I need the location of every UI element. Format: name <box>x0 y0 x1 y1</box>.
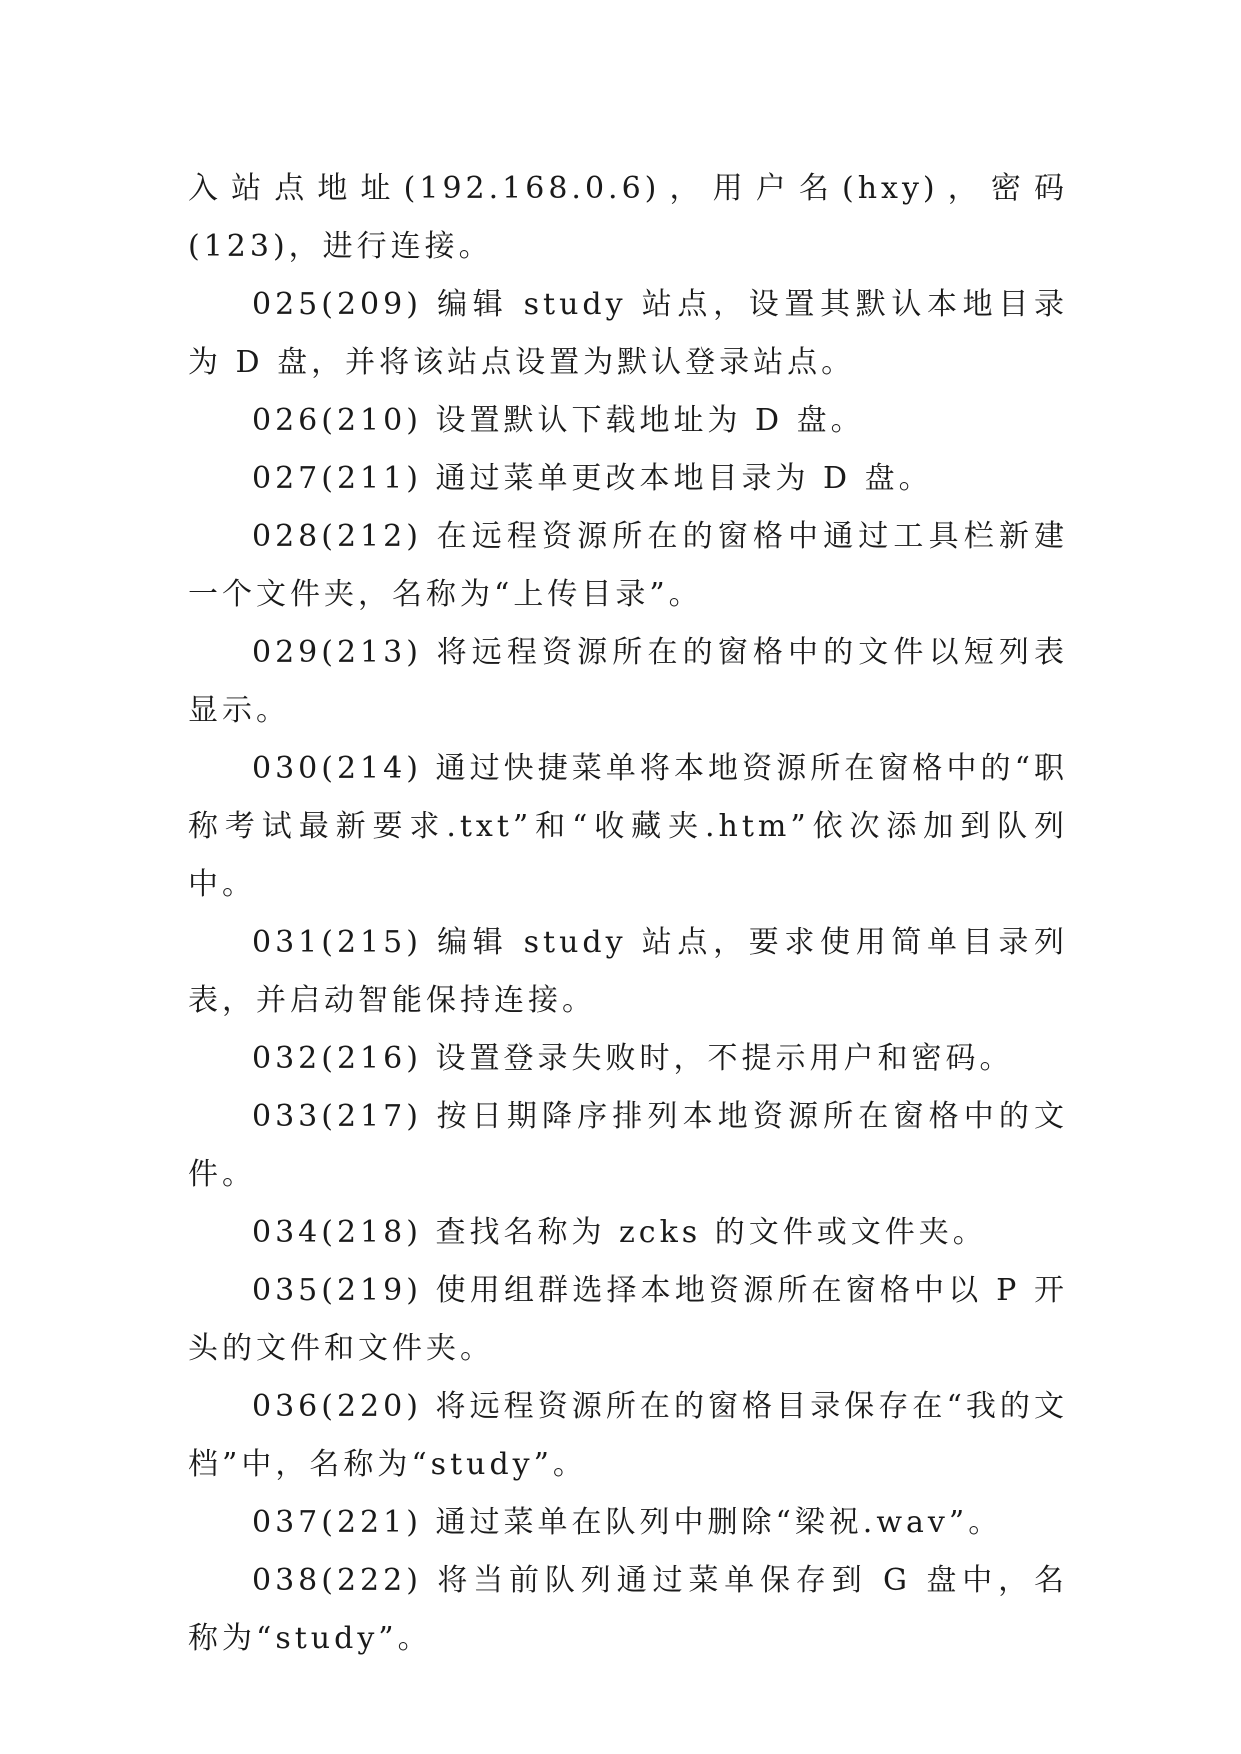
paragraph-item-032: 032(216) 设置登录失败时，不提示用户和密码。 <box>252 1041 1014 1076</box>
paragraph-item-037: 037(221) 通过菜单在队列中删除“梁祝.wav”。 <box>252 1505 1003 1540</box>
paragraph-item-030: 030(214) 通过快捷菜单将本地资源所在窗格中的“职称考试最新要求.txt”和“收藏夹.htm”依次添加到队列中。 <box>188 751 1068 902</box>
paragraph-item-026: 026(210) 设置默认下载地址为 D 盘。 <box>252 403 865 438</box>
paragraph-continuation: 入站点地址(192.168.0.6)，用户名(hxy)，密码(123)，进行连接。 <box>188 171 1068 264</box>
paragraph-item-027: 027(211) 通过菜单更改本地目录为 D 盘。 <box>252 461 933 496</box>
paragraph-item-036: 036(220) 将远程资源所在的窗格目录保存在“我的文档”中，名称为“study”。 <box>188 1389 1068 1482</box>
paragraph-item-035: 035(219) 使用组群选择本地资源所在窗格中以 P 开头的文件和文件夹。 <box>188 1273 1068 1366</box>
paragraph-item-038: 038(222) 将当前队列通过菜单保存到 G 盘中，名称为“study”。 <box>188 1563 1068 1656</box>
paragraph-item-034: 034(218) 查找名称为 zcks 的文件或文件夹。 <box>252 1215 987 1250</box>
paragraph-item-033: 033(217) 按日期降序排列本地资源所在窗格中的文件。 <box>188 1099 1068 1192</box>
paragraph-item-029: 029(213) 将远程资源所在的窗格中的文件以短列表显示。 <box>188 635 1068 728</box>
paragraph-item-028: 028(212) 在远程资源所在的窗格中通过工具栏新建一个文件夹，名称为“上传目录”。 <box>188 519 1068 612</box>
paragraph-item-031: 031(215) 编辑 study 站点，要求使用简单目录列表，并启动智能保持连接。 <box>188 925 1068 1018</box>
document-page <box>188 160 1068 1668</box>
paragraph-item-025: 025(209) 编辑 study 站点，设置其默认本地目录为 D 盘，并将该站点设置为默认登录站点。 <box>188 287 1068 380</box>
